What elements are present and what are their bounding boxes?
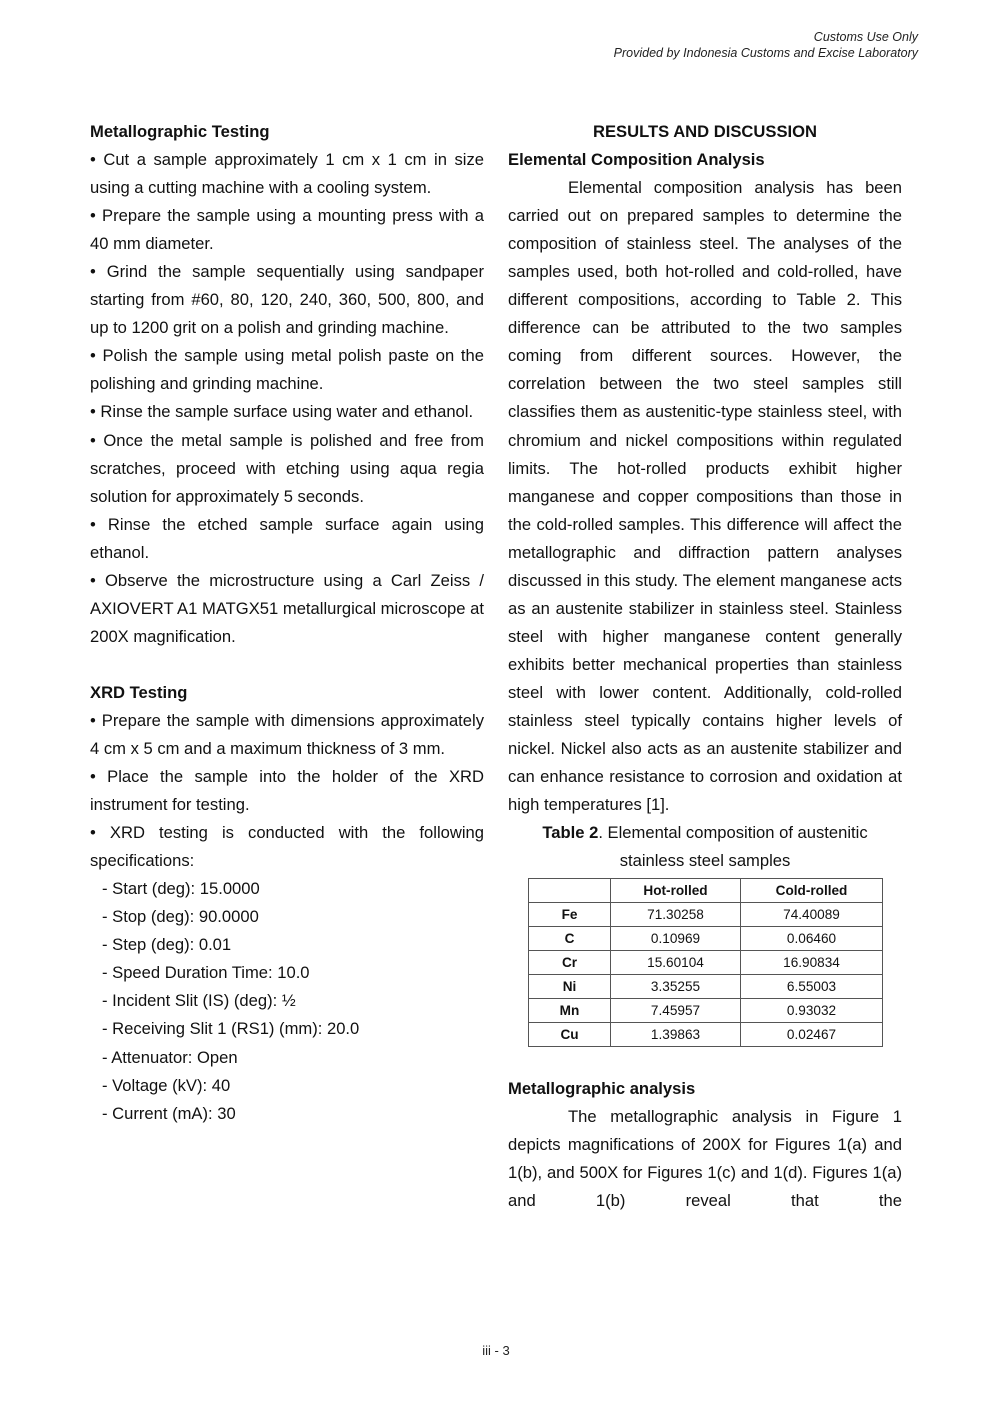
element-cell: Fe — [529, 903, 611, 927]
right-column — [508, 118, 902, 1216]
left-column — [90, 118, 484, 1128]
header-provider: Provided by Indonesia Customs and Excise Laboratory — [613, 46, 918, 60]
spacer — [90, 651, 484, 679]
cold-rolled-cell: 6.55003 — [741, 975, 883, 999]
xrd-spec-receiving-slit: - Receiving Slit 1 (RS1) (mm): 20.0 — [102, 1019, 360, 1039]
xrd-step: • Place the sample into the holder of the XRD instrument for testing. — [90, 767, 484, 815]
xrd-spec-incident-slit: - Incident Slit (IS) (deg): ½ — [102, 991, 296, 1011]
xrd-spec-voltage: - Voltage (kV): 40 — [102, 1075, 231, 1095]
xrd-spec-attenuator: - Attenuator: Open — [102, 1047, 238, 1067]
table-row — [529, 927, 883, 951]
element-cell: Mn — [529, 999, 611, 1023]
element-cell: Cr — [529, 951, 611, 975]
xrd-spec-start: - Start (deg): 15.0000 — [102, 879, 260, 899]
metallographic-testing-heading: Metallographic Testing — [90, 122, 270, 141]
page-header — [614, 29, 918, 61]
metallo-step: • Polish the sample using metal polish paste on the polishing and grinding machine. — [90, 346, 484, 394]
metallo-step: • Rinse the etched sample surface again using ethanol. — [90, 514, 484, 562]
table-row — [529, 903, 883, 927]
hot-rolled-cell: 3.35255 — [611, 975, 741, 999]
table-row — [529, 999, 883, 1023]
table-row — [529, 975, 883, 999]
table-row — [529, 1023, 883, 1047]
results-discussion-heading: RESULTS AND DISCUSSION — [592, 122, 818, 141]
metallo-step: • Grind the sample sequentially using sandpaper starting from #60, 80, 120, 240, 360, 500, 800, and up to 1200 grit on a polish and grinding machine. — [90, 262, 484, 338]
xrd-step: • Prepare the sample with dimensions approximately 4 cm x 5 cm and a maximum thickness of 3 mm. — [90, 710, 484, 758]
xrd-testing-heading: XRD Testing — [90, 682, 188, 702]
cold-rolled-cell: 0.06460 — [741, 927, 883, 951]
metallo-step: • Rinse the sample surface using water and ethanol. — [90, 402, 474, 422]
table-header-cell: Hot-rolled — [611, 879, 741, 903]
element-cell: Ni — [529, 975, 611, 999]
cold-rolled-cell: 0.93032 — [741, 999, 883, 1023]
cold-rolled-cell: 74.40089 — [741, 903, 883, 927]
table-caption — [508, 819, 902, 875]
metallographic-analysis-paragraph: The metallographic analysis in Figure 1 depicts magnifications of 200X for Figures 1(a) and 1(b), and 500X for Figures 1(c) and 1(d). Figures 1(a) and 1(b) reveal that the — [508, 1107, 902, 1211]
hot-rolled-cell: 71.30258 — [611, 903, 741, 927]
xrd-step: • XRD testing is conducted with the following specifications: — [90, 823, 484, 871]
element-cell: C — [529, 927, 611, 951]
hot-rolled-cell: 7.45957 — [611, 999, 741, 1023]
metallo-step: • Cut a sample approximately 1 cm x 1 cm in size using a cutting machine with a cooling system. — [90, 150, 484, 198]
metallographic-analysis-heading: Metallographic analysis — [508, 1079, 696, 1099]
element-cell: Cu — [529, 1023, 611, 1047]
metallo-step: • Once the metal sample is polished and free from scratches, proceed with etching using aqua regia solution for approximately 5 seconds. — [90, 430, 484, 506]
xrd-spec-speed: - Speed Duration Time: 10.0 — [102, 963, 310, 983]
hot-rolled-cell: 1.39863 — [611, 1023, 741, 1047]
cold-rolled-cell: 16.90834 — [741, 951, 883, 975]
spacer — [508, 1047, 902, 1075]
xrd-spec-step: - Step (deg): 0.01 — [102, 935, 232, 955]
table-caption-text: . Elemental composition of austenitic stainless steel samples — [598, 823, 868, 871]
metallo-step: • Observe the microstructure using a Carl Zeiss / AXIOVERT A1 MATGX51 metallurgical microscope at 200X magnification. — [90, 570, 484, 646]
table-row — [529, 951, 883, 975]
elemental-composition-heading: Elemental Composition Analysis — [508, 150, 765, 170]
table-header-cell: Cold-rolled — [741, 879, 883, 903]
metallo-step: • Prepare the sample using a mounting press with a 40 mm diameter. — [90, 206, 484, 254]
table-header-cell — [529, 879, 611, 903]
elemental-paragraph: Elemental composition analysis has been carried out on prepared samples to determine the composition of stainless steel. The analyses of the samples used, both hot-rolled and cold-rolled, have different compositions, according to Table 2. This difference can be attributed to the two samples coming from different sources. However, the correlation between the two steel samples still classifies them as austenitic-type stainless steel, with chromium and nickel compositions within regulated limits. The hot-rolled products exhibit higher manganese and copper compositions than those in the cold-rolled samples. This difference will affect the metallographic and diffraction pattern analyses discussed in this study. The element manganese acts as an austenite stabilizer in stainless steel. Stainless steel with higher manganese content generally exhibits better mechanical properties than stainless steel with lower content. Additionally, cold-rolled stainless steel typically contains higher levels of nickel. Nickel also acts as an austenite stabilizer and can enhance resistance to corrosion and oxidation at high temperatures [1]. — [508, 178, 902, 815]
table-caption-label: Table 2 — [542, 823, 599, 843]
xrd-spec-current: - Current (mA): 30 — [102, 1103, 236, 1123]
cold-rolled-cell: 0.02467 — [741, 1023, 883, 1047]
page-number: iii - 3 — [482, 1343, 510, 1358]
header-customs-use: Customs Use Only — [813, 30, 918, 44]
composition-table — [528, 878, 883, 1047]
hot-rolled-cell: 15.60104 — [611, 951, 741, 975]
xrd-spec-stop: - Stop (deg): 90.0000 — [102, 907, 259, 927]
hot-rolled-cell: 0.10969 — [611, 927, 741, 951]
table-header-row — [529, 879, 883, 903]
